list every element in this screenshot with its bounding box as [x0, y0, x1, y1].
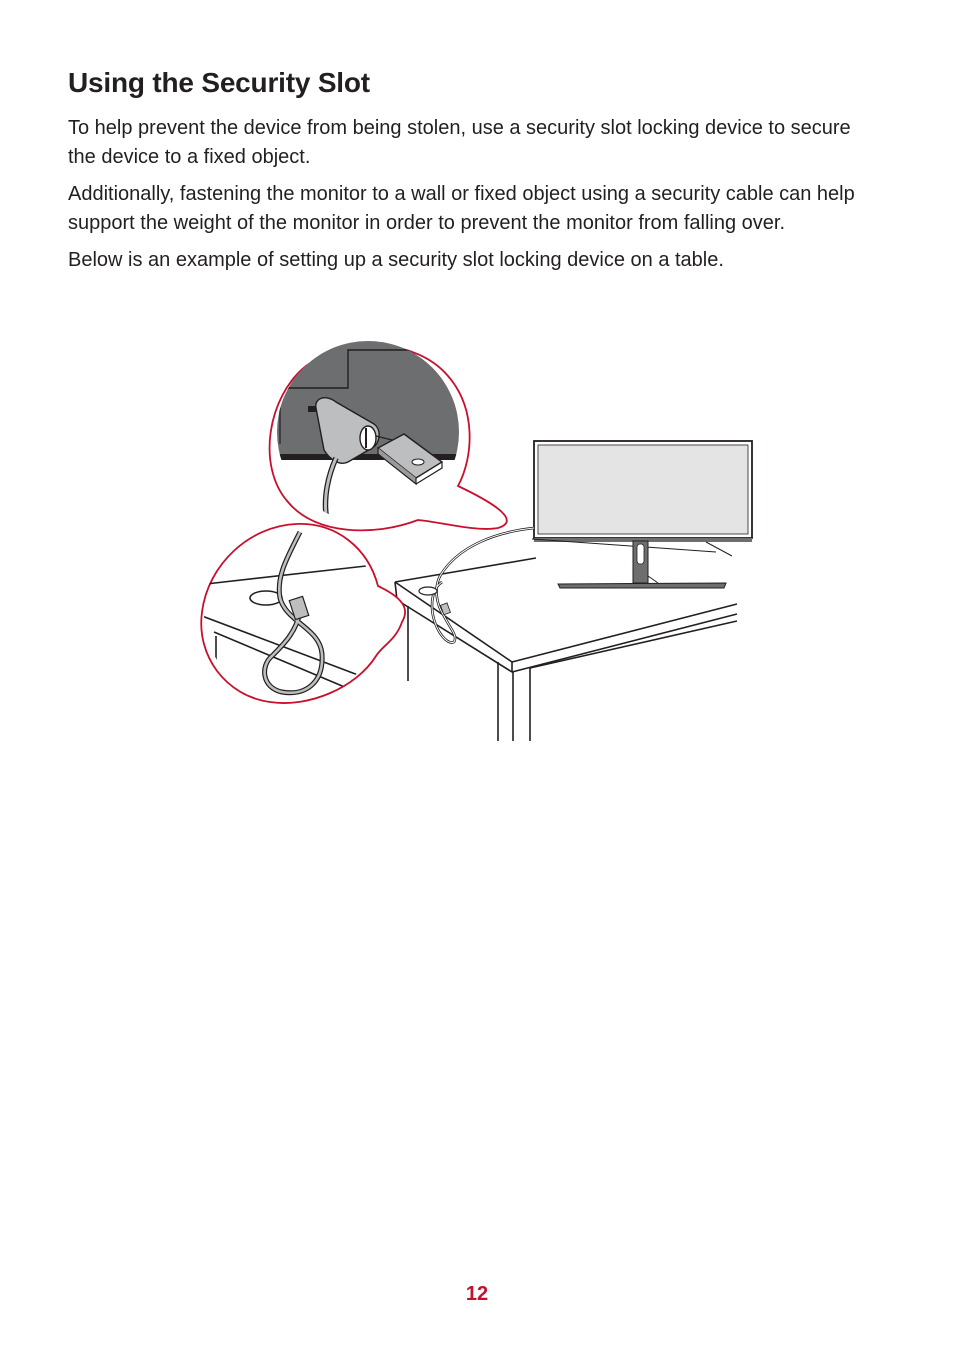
page-number: 12	[465, 1283, 489, 1305]
paragraph-example: Below is an example of setting up a security slot locking device on a table.	[68, 249, 724, 272]
page-content	[68, 62, 878, 284]
section-title: Using the Security Slot	[68, 67, 370, 98]
paragraph-intro: To help prevent the device from being stolen, use a security slot locking device to secure the device to a fixed object.	[68, 117, 851, 168]
security-cable-icon	[419, 528, 534, 643]
security-slot-illustration	[196, 336, 768, 748]
cable-loop-callout	[201, 524, 405, 703]
lock-callout	[270, 336, 507, 540]
paragraph-additional: Additionally, fastening the monitor to a wall or fixed object using a security cable can help support the weight of the monitor in order to prevent the monitor from falling over.	[68, 183, 855, 234]
monitor-icon	[532, 441, 752, 588]
